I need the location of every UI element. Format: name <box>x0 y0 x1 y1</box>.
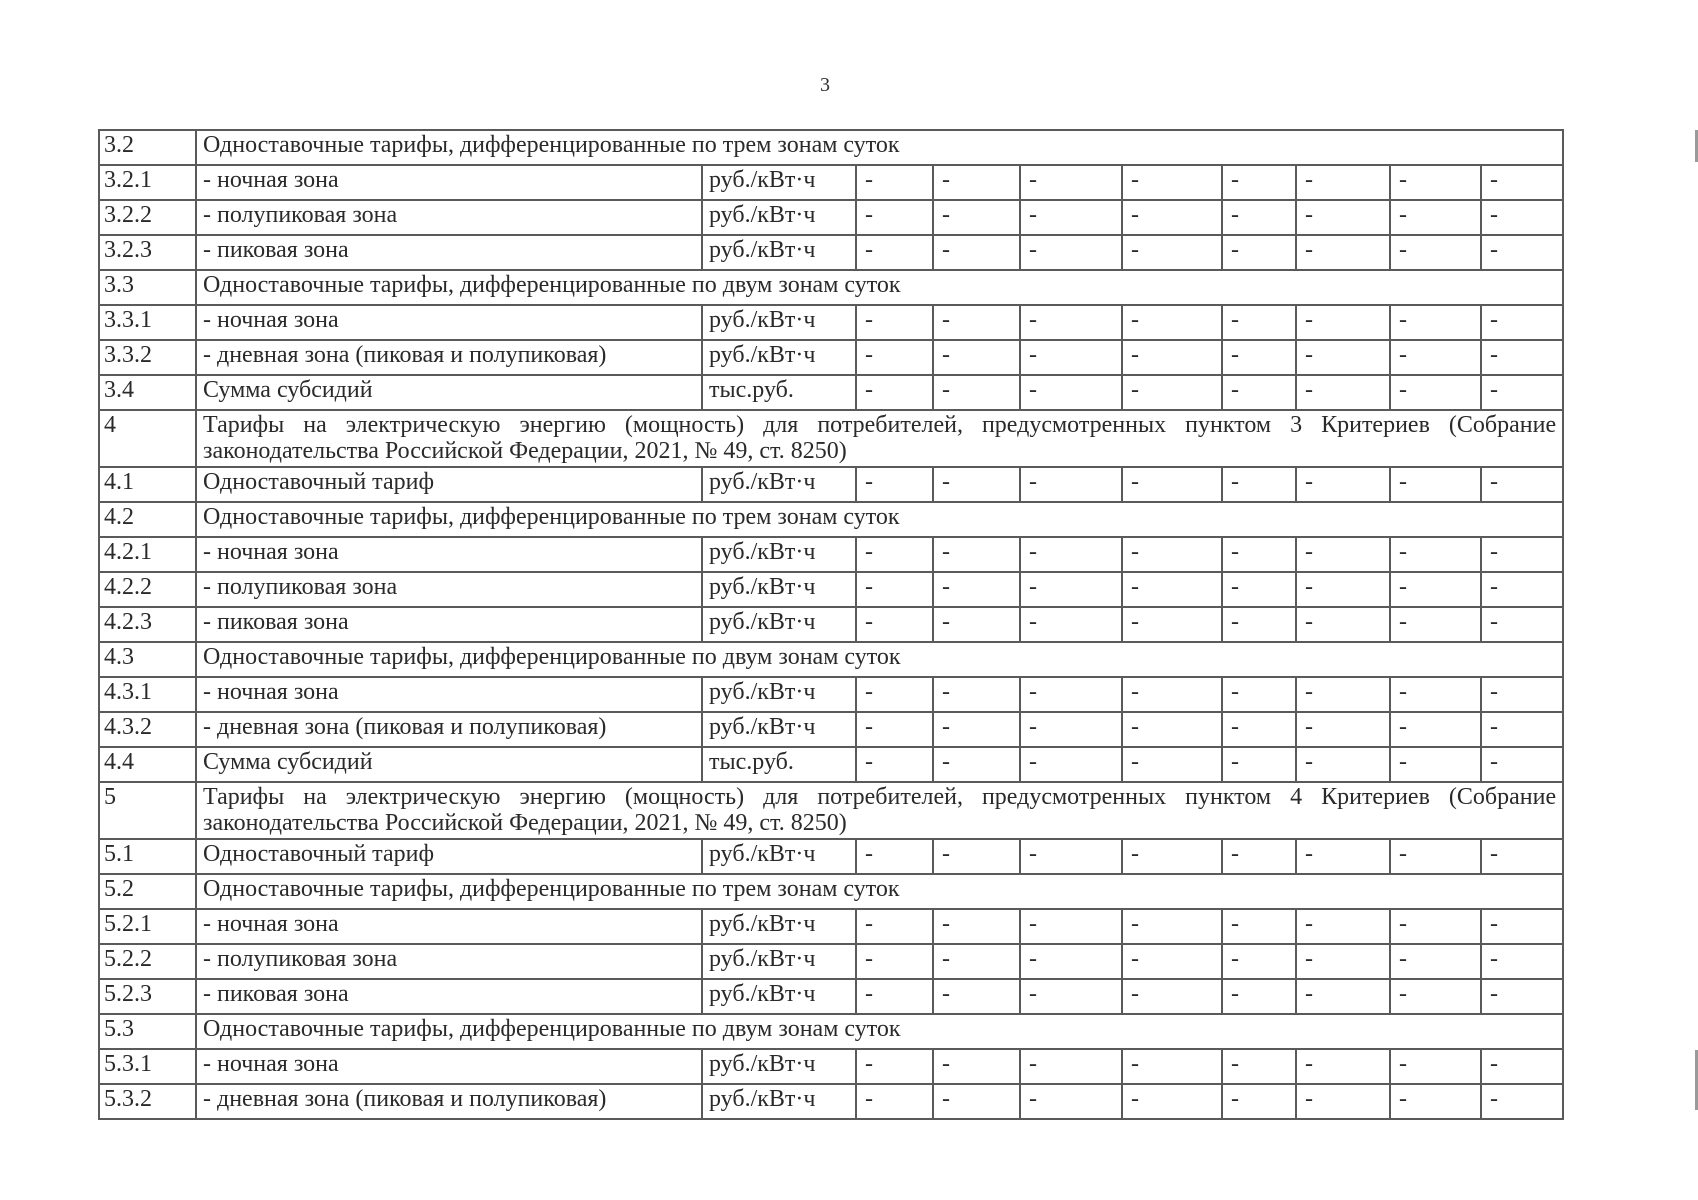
row-name: Сумма субсидий <box>196 747 702 782</box>
value-cell: - <box>1481 944 1563 979</box>
value-cell: - <box>1122 572 1222 607</box>
table-row <box>99 340 1563 375</box>
table-row <box>99 200 1563 235</box>
value-cell: - <box>856 747 933 782</box>
value-cell: - <box>1390 200 1481 235</box>
value-cell: - <box>856 305 933 340</box>
table-row <box>99 375 1563 410</box>
value-cell: - <box>1390 747 1481 782</box>
table-row <box>99 944 1563 979</box>
row-unit: руб./кВт·ч <box>702 1084 856 1119</box>
value-cell: - <box>1390 979 1481 1014</box>
value-cell: - <box>1481 1049 1563 1084</box>
row-unit: руб./кВт·ч <box>702 200 856 235</box>
value-cell: - <box>933 1049 1020 1084</box>
value-cell: - <box>1481 537 1563 572</box>
row-code: 3.2.1 <box>99 165 196 200</box>
value-cell: - <box>856 200 933 235</box>
value-cell: - <box>1296 1049 1390 1084</box>
value-cell: - <box>1296 747 1390 782</box>
table-row <box>99 467 1563 502</box>
value-cell: - <box>1020 165 1122 200</box>
value-cell: - <box>1390 467 1481 502</box>
row-code: 4.2 <box>99 502 196 537</box>
section-title: Одноставочные тарифы, дифференцированные по трем зонам суток <box>196 502 1563 537</box>
value-cell: - <box>1122 200 1222 235</box>
value-cell: - <box>1122 607 1222 642</box>
value-cell: - <box>856 979 933 1014</box>
row-name: - ночная зона <box>196 305 702 340</box>
value-cell: - <box>1122 979 1222 1014</box>
table-row <box>99 1049 1563 1084</box>
table-row <box>99 572 1563 607</box>
value-cell: - <box>1122 165 1222 200</box>
row-name: - пиковая зона <box>196 235 702 270</box>
value-cell: - <box>1122 235 1222 270</box>
row-name: Одноставочный тариф <box>196 467 702 502</box>
value-cell: - <box>1020 467 1122 502</box>
value-cell: - <box>933 537 1020 572</box>
value-cell: - <box>1020 200 1122 235</box>
value-cell: - <box>933 572 1020 607</box>
value-cell: - <box>856 165 933 200</box>
value-cell: - <box>1481 572 1563 607</box>
value-cell: - <box>1390 572 1481 607</box>
value-cell: - <box>933 677 1020 712</box>
value-cell: - <box>1481 375 1563 410</box>
value-cell: - <box>1020 1049 1122 1084</box>
value-cell: - <box>1222 607 1296 642</box>
value-cell: - <box>1222 979 1296 1014</box>
value-cell: - <box>933 747 1020 782</box>
value-cell: - <box>1122 944 1222 979</box>
row-code: 5.3.1 <box>99 1049 196 1084</box>
row-name: - полупиковая зона <box>196 944 702 979</box>
value-cell: - <box>1222 200 1296 235</box>
value-cell: - <box>933 1084 1020 1119</box>
value-cell: - <box>1296 944 1390 979</box>
value-cell: - <box>1222 747 1296 782</box>
row-name: - ночная зона <box>196 537 702 572</box>
row-name: - полупиковая зона <box>196 200 702 235</box>
value-cell: - <box>856 235 933 270</box>
tariff-table <box>98 129 1564 1120</box>
value-cell: - <box>856 537 933 572</box>
row-name: Сумма субсидий <box>196 375 702 410</box>
value-cell: - <box>933 467 1020 502</box>
value-cell: - <box>1222 235 1296 270</box>
row-unit: руб./кВт·ч <box>702 165 856 200</box>
value-cell: - <box>1296 839 1390 874</box>
row-name: - ночная зона <box>196 1049 702 1084</box>
value-cell: - <box>1020 979 1122 1014</box>
value-cell: - <box>1020 1084 1122 1119</box>
value-cell: - <box>1481 235 1563 270</box>
table-row <box>99 165 1563 200</box>
row-code: 4 <box>99 410 196 467</box>
value-cell: - <box>1481 340 1563 375</box>
value-cell: - <box>933 979 1020 1014</box>
table-row <box>99 502 1563 537</box>
row-code: 3.2.2 <box>99 200 196 235</box>
value-cell: - <box>1481 712 1563 747</box>
row-unit: тыс.руб. <box>702 747 856 782</box>
row-code: 3.4 <box>99 375 196 410</box>
value-cell: - <box>1020 712 1122 747</box>
row-name: - ночная зона <box>196 909 702 944</box>
value-cell: - <box>1020 537 1122 572</box>
value-cell: - <box>1122 677 1222 712</box>
value-cell: - <box>1390 909 1481 944</box>
value-cell: - <box>1390 1084 1481 1119</box>
row-name: - пиковая зона <box>196 979 702 1014</box>
value-cell: - <box>933 235 1020 270</box>
row-code: 5 <box>99 782 196 839</box>
value-cell: - <box>933 305 1020 340</box>
value-cell: - <box>1122 1049 1222 1084</box>
value-cell: - <box>1481 607 1563 642</box>
row-name: - дневная зона (пиковая и полупиковая) <box>196 712 702 747</box>
value-cell: - <box>1020 909 1122 944</box>
row-unit: руб./кВт·ч <box>702 944 856 979</box>
value-cell: - <box>1296 607 1390 642</box>
value-cell: - <box>1296 979 1390 1014</box>
row-name: - ночная зона <box>196 677 702 712</box>
value-cell: - <box>1296 677 1390 712</box>
row-name: - дневная зона (пиковая и полупиковая) <box>196 340 702 375</box>
row-unit: руб./кВт·ч <box>702 677 856 712</box>
value-cell: - <box>1390 839 1481 874</box>
row-code: 3.3 <box>99 270 196 305</box>
value-cell: - <box>1222 537 1296 572</box>
section-title: Тарифы на электрическую энергию (мощность) для потребителей, предусмотренных пунктом 4 Критериев (Собрание законодательства Российской Федерации, 2021, № 49, ст. 8250) <box>196 782 1563 839</box>
value-cell: - <box>1122 305 1222 340</box>
value-cell: - <box>1296 340 1390 375</box>
table-row <box>99 235 1563 270</box>
value-cell: - <box>1122 747 1222 782</box>
value-cell: - <box>933 375 1020 410</box>
value-cell: - <box>1020 944 1122 979</box>
row-unit: руб./кВт·ч <box>702 537 856 572</box>
row-unit: руб./кВт·ч <box>702 340 856 375</box>
value-cell: - <box>1481 165 1563 200</box>
value-cell: - <box>1020 747 1122 782</box>
value-cell: - <box>1222 375 1296 410</box>
row-name: - пиковая зона <box>196 607 702 642</box>
value-cell: - <box>1481 200 1563 235</box>
row-code: 5.2.1 <box>99 909 196 944</box>
value-cell: - <box>1296 305 1390 340</box>
value-cell: - <box>1122 839 1222 874</box>
value-cell: - <box>856 572 933 607</box>
value-cell: - <box>1390 944 1481 979</box>
value-cell: - <box>1296 712 1390 747</box>
row-unit: руб./кВт·ч <box>702 1049 856 1084</box>
value-cell: - <box>1222 305 1296 340</box>
value-cell: - <box>1222 712 1296 747</box>
value-cell: - <box>856 944 933 979</box>
value-cell: - <box>1390 1049 1481 1084</box>
value-cell: - <box>1296 165 1390 200</box>
value-cell: - <box>1020 235 1122 270</box>
value-cell: - <box>856 1049 933 1084</box>
row-code: 4.2.2 <box>99 572 196 607</box>
table-row <box>99 712 1563 747</box>
row-code: 5.2 <box>99 874 196 909</box>
row-code: 5.3 <box>99 1014 196 1049</box>
row-unit: руб./кВт·ч <box>702 979 856 1014</box>
table-row <box>99 782 1563 839</box>
value-cell: - <box>1481 979 1563 1014</box>
value-cell: - <box>1481 1084 1563 1119</box>
table-row <box>99 130 1563 165</box>
value-cell: - <box>1122 537 1222 572</box>
section-title: Одноставочные тарифы, дифференцированные по двум зонам суток <box>196 270 1563 305</box>
value-cell: - <box>933 200 1020 235</box>
value-cell: - <box>1390 235 1481 270</box>
value-cell: - <box>1122 340 1222 375</box>
value-cell: - <box>856 839 933 874</box>
value-cell: - <box>933 839 1020 874</box>
row-code: 3.3.2 <box>99 340 196 375</box>
value-cell: - <box>1481 839 1563 874</box>
row-name: - дневная зона (пиковая и полупиковая) <box>196 1084 702 1119</box>
value-cell: - <box>1122 1084 1222 1119</box>
row-name: Одноставочный тариф <box>196 839 702 874</box>
section-title: Одноставочные тарифы, дифференцированные по двум зонам суток <box>196 1014 1563 1049</box>
table-row <box>99 677 1563 712</box>
table-row <box>99 747 1563 782</box>
value-cell: - <box>1296 909 1390 944</box>
value-cell: - <box>1020 572 1122 607</box>
value-cell: - <box>1222 165 1296 200</box>
row-code: 4.3.2 <box>99 712 196 747</box>
row-unit: тыс.руб. <box>702 375 856 410</box>
row-unit: руб./кВт·ч <box>702 607 856 642</box>
value-cell: - <box>1390 607 1481 642</box>
row-code: 3.3.1 <box>99 305 196 340</box>
value-cell: - <box>1296 467 1390 502</box>
value-cell: - <box>1296 375 1390 410</box>
value-cell: - <box>1390 537 1481 572</box>
value-cell: - <box>1390 165 1481 200</box>
value-cell: - <box>1390 340 1481 375</box>
table-row <box>99 839 1563 874</box>
value-cell: - <box>1481 677 1563 712</box>
table-row <box>99 1014 1563 1049</box>
row-code: 3.2 <box>99 130 196 165</box>
value-cell: - <box>1222 572 1296 607</box>
value-cell: - <box>1390 305 1481 340</box>
value-cell: - <box>933 340 1020 375</box>
value-cell: - <box>1222 467 1296 502</box>
value-cell: - <box>856 909 933 944</box>
row-code: 5.1 <box>99 839 196 874</box>
value-cell: - <box>1481 305 1563 340</box>
section-title: Одноставочные тарифы, дифференцированные по двум зонам суток <box>196 642 1563 677</box>
row-name: - полупиковая зона <box>196 572 702 607</box>
page-number: 3 <box>820 74 830 96</box>
value-cell: - <box>933 944 1020 979</box>
row-code: 5.2.2 <box>99 944 196 979</box>
value-cell: - <box>1222 944 1296 979</box>
value-cell: - <box>856 677 933 712</box>
value-cell: - <box>1020 305 1122 340</box>
value-cell: - <box>1020 375 1122 410</box>
section-title: Одноставочные тарифы, дифференцированные по трем зонам суток <box>196 130 1563 165</box>
value-cell: - <box>1020 677 1122 712</box>
value-cell: - <box>856 340 933 375</box>
value-cell: - <box>856 712 933 747</box>
value-cell: - <box>1122 467 1222 502</box>
value-cell: - <box>856 467 933 502</box>
value-cell: - <box>856 607 933 642</box>
value-cell: - <box>933 909 1020 944</box>
value-cell: - <box>1390 677 1481 712</box>
value-cell: - <box>1222 340 1296 375</box>
row-name: - ночная зона <box>196 165 702 200</box>
row-unit: руб./кВт·ч <box>702 305 856 340</box>
value-cell: - <box>1222 677 1296 712</box>
value-cell: - <box>1481 467 1563 502</box>
value-cell: - <box>1222 1084 1296 1119</box>
row-code: 4.4 <box>99 747 196 782</box>
table-row <box>99 305 1563 340</box>
value-cell: - <box>1020 340 1122 375</box>
table-row <box>99 1084 1563 1119</box>
row-unit: руб./кВт·ч <box>702 839 856 874</box>
row-code: 4.3 <box>99 642 196 677</box>
value-cell: - <box>1296 1084 1390 1119</box>
row-code: 4.2.3 <box>99 607 196 642</box>
value-cell: - <box>933 165 1020 200</box>
value-cell: - <box>1390 712 1481 747</box>
value-cell: - <box>1390 375 1481 410</box>
value-cell: - <box>1296 537 1390 572</box>
table-body <box>99 130 1563 1119</box>
value-cell: - <box>1020 839 1122 874</box>
table-row <box>99 270 1563 305</box>
row-unit: руб./кВт·ч <box>702 909 856 944</box>
value-cell: - <box>1296 572 1390 607</box>
table-row <box>99 410 1563 467</box>
value-cell: - <box>1020 607 1122 642</box>
row-code: 3.2.3 <box>99 235 196 270</box>
table-row <box>99 909 1563 944</box>
row-unit: руб./кВт·ч <box>702 235 856 270</box>
value-cell: - <box>1222 909 1296 944</box>
row-code: 5.3.2 <box>99 1084 196 1119</box>
row-code: 4.2.1 <box>99 537 196 572</box>
value-cell: - <box>856 375 933 410</box>
table-row <box>99 607 1563 642</box>
section-title: Одноставочные тарифы, дифференцированные по трем зонам суток <box>196 874 1563 909</box>
row-unit: руб./кВт·ч <box>702 712 856 747</box>
table-row <box>99 979 1563 1014</box>
table-row <box>99 537 1563 572</box>
value-cell: - <box>933 712 1020 747</box>
section-title: Тарифы на электрическую энергию (мощность) для потребителей, предусмотренных пунктом 3 Критериев (Собрание законодательства Российской Федерации, 2021, № 49, ст. 8250) <box>196 410 1563 467</box>
table-row <box>99 642 1563 677</box>
table-row <box>99 874 1563 909</box>
row-code: 5.2.3 <box>99 979 196 1014</box>
row-unit: руб./кВт·ч <box>702 467 856 502</box>
value-cell: - <box>1222 839 1296 874</box>
value-cell: - <box>1122 712 1222 747</box>
value-cell: - <box>1296 200 1390 235</box>
value-cell: - <box>933 607 1020 642</box>
value-cell: - <box>1122 909 1222 944</box>
value-cell: - <box>1122 375 1222 410</box>
value-cell: - <box>1296 235 1390 270</box>
value-cell: - <box>1481 747 1563 782</box>
value-cell: - <box>1481 909 1563 944</box>
row-unit: руб./кВт·ч <box>702 572 856 607</box>
row-code: 4.3.1 <box>99 677 196 712</box>
row-code: 4.1 <box>99 467 196 502</box>
value-cell: - <box>1222 1049 1296 1084</box>
value-cell: - <box>856 1084 933 1119</box>
